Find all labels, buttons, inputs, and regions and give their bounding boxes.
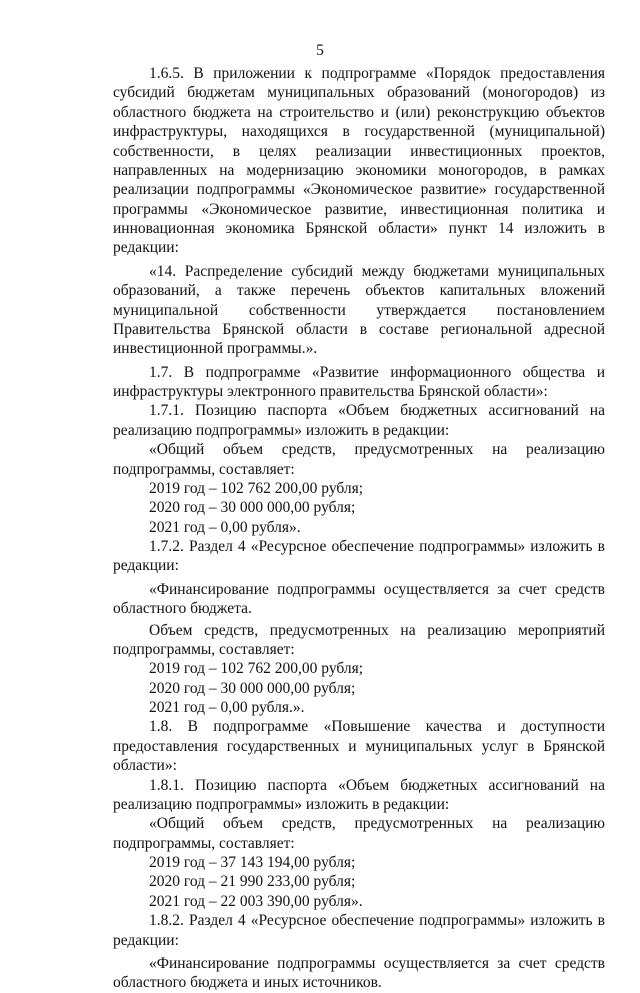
list-item-2019-1-8-1: 2019 год – 37 143 194,00 рубля; — [149, 854, 356, 871]
list-item-2021-1-7-2: 2021 год – 0,00 рубля.». — [149, 699, 305, 716]
paragraph-1-8-2-financing: «Финансирование подпрограммы осуществляется за счет средств областного бюджета и иных источников. — [113, 954, 605, 992]
document-content — [113, 64, 605, 993]
paragraph-1-7-2: 1.7.2. Раздел 4 «Ресурсное обеспечение подпрограммы» изложить в редакции: — [113, 538, 605, 575]
list-item-2020-1-7-1: 2020 год – 30 000 000,00 рубля; — [149, 499, 356, 517]
paragraph-1-7-1-volume: «Общий объем средств, предусмотренных на реализацию подпрограммы, составляет: — [113, 441, 605, 478]
list-item-2021-1-8-1: 2021 год – 22 003 390,00 рубля». — [149, 892, 363, 910]
list-item-2019-1-7-1: 2019 год – 102 762 200,00 рубля; — [149, 479, 364, 497]
paragraph-14-quote: «14. Распределение субсидий между бюджетами муниципальных образований, а также перечень объектов капитальных вложений муниципальной собственности утверждается постановлением Правительства Брянской области в составе региональной адресной инвестиционной программы.». — [113, 262, 605, 358]
page-number: 5 — [316, 42, 324, 59]
paragraph-1-8-1: 1.8.1. Позицию паспорта «Объем бюджетных ассигнований на реализацию подпрограммы» изложить в редакции: — [113, 776, 605, 813]
list-item-2019-1-7-2: 2019 год – 102 762 200,00 рубля; — [149, 660, 364, 678]
paragraph-1-8-2: 1.8.2. Раздел 4 «Ресурсное обеспечение подпрограммы» изложить в редакции: — [113, 912, 605, 949]
paragraph-1-8-1-volume: «Общий объем средств, предусмотренных на реализацию подпрограммы, составляет: — [113, 815, 605, 852]
paragraph-1-7-2-volume: Объем средств, предусмотренных на реализацию мероприятий подпрограммы, составляет: — [113, 621, 605, 658]
list-item-2020-1-8-1: 2020 год – 21 990 233,00 рубля; — [149, 873, 356, 891]
list-item-2020-1-7-2: 2020 год – 30 000 000,00 рубля; — [149, 679, 356, 697]
paragraph-1-7-2-financing: «Финансирование подпрограммы осуществляется за счет средств областного бюджета. — [113, 580, 605, 618]
paragraph-1-7-1: 1.7.1. Позицию паспорта «Объем бюджетных ассигнований на реализацию подпрограммы» изложить в редакции: — [113, 402, 605, 439]
paragraph-1-7: 1.7. В подпрограмме «Развитие информационного общества и инфраструктуры электронного правительства Брянской области»: — [113, 363, 605, 400]
paragraph-1-6-5: 1.6.5. В приложении к подпрограмме «Порядок предоставления субсидий бюджетам муниципальных образований (моногородов) из областного бюджета на строительство и (или) реконструкцию объектов инфраструктуры, находящихся в государственной (муниципальной) собственности, в целях реализации инвестиционных проектов, направленных на модернизацию экономики моногородов, в рамках реализации подпрограммы «Экономическое развитие» государственной программы «Экономическое развитие, инвестиционная политика и инновационная экономика Брянской области» пункт 14 изложить в редакции: — [113, 65, 605, 257]
list-item-2021-1-7-1: 2021 год – 0,00 рубля». — [149, 518, 301, 536]
paragraph-1-8: 1.8. В подпрограмме «Повышение качества и доступности предоставления государственных и муниципальных услуг в Брянской области»: — [113, 718, 605, 775]
